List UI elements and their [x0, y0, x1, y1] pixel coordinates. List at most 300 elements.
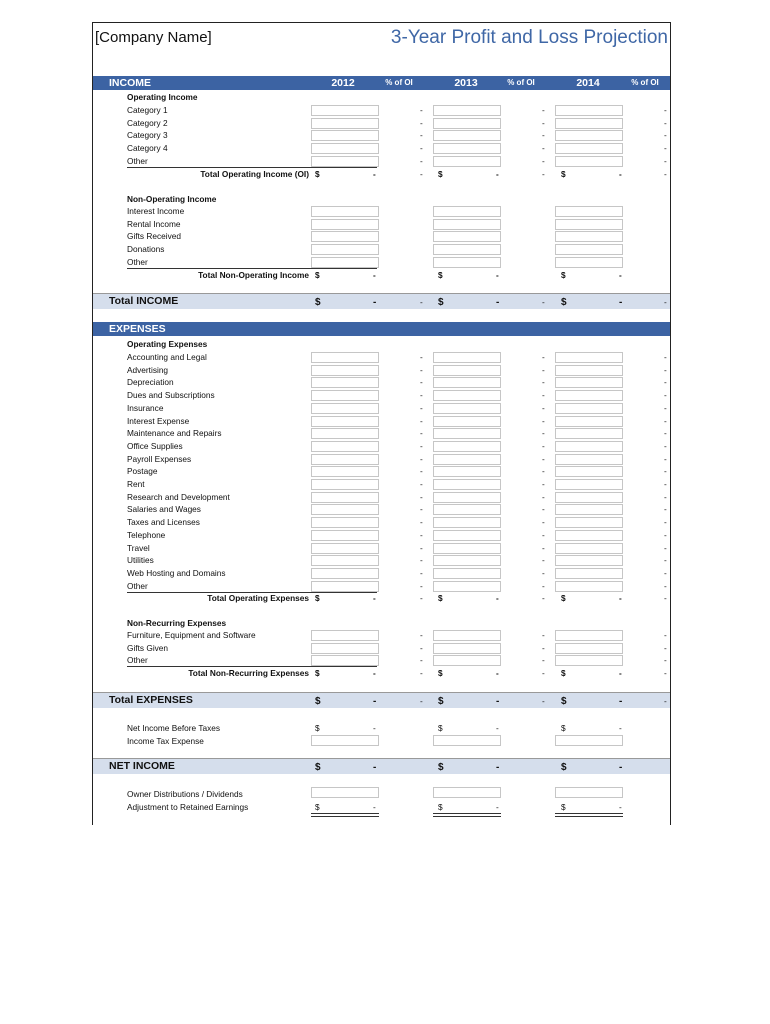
operating-income-item-pct: - [420, 155, 423, 166]
operating-expense-item-label: Accounting and Legal [127, 352, 207, 362]
currency-symbol: $ [315, 696, 321, 707]
operating-expense-item-label: Other [127, 580, 148, 591]
operating-income-item-label: Category 2 [127, 117, 168, 128]
operating-expense-item-input[interactable] [311, 504, 379, 515]
currency-symbol: $ [438, 723, 443, 733]
operating-expense-item-pct: - [664, 580, 667, 591]
total-value: - [496, 762, 500, 773]
operating-expense-item-input[interactable] [555, 581, 623, 592]
total-pct: - [664, 297, 667, 307]
operating-expense-item-label: Travel [127, 542, 150, 553]
operating-expense-item-input[interactable] [433, 530, 501, 541]
operating-expense-item-input[interactable] [311, 441, 379, 452]
retained-value: - [619, 802, 622, 812]
operating-expense-item-pct: - [420, 517, 423, 528]
operating-expense-item-pct: - [664, 479, 667, 489]
total-operating-expenses-value: - [619, 593, 622, 603]
operating-income-item-pct: - [664, 143, 667, 154]
currency-symbol: $ [438, 696, 444, 707]
currency-symbol: $ [561, 169, 566, 179]
operating-expense-item-pct: - [542, 453, 545, 464]
operating-expense-item-pct: - [542, 440, 545, 451]
operating-expense-item-input[interactable] [555, 466, 623, 477]
operating-expense-item-pct: - [664, 352, 667, 362]
operating-expense-item-input[interactable] [433, 454, 501, 465]
owner-distributions-label: Owner Distributions / Dividends [127, 789, 243, 799]
operating-income-item-pct: - [420, 105, 423, 115]
currency-symbol: $ [438, 169, 443, 179]
operating-income-item-input[interactable] [433, 156, 501, 167]
operating-expense-item-input[interactable] [433, 466, 501, 477]
operating-expense-item-pct: - [542, 402, 545, 413]
non-operating-income-item-input[interactable] [555, 231, 623, 242]
currency-symbol: $ [315, 762, 321, 773]
operating-income-item-pct: - [420, 143, 423, 154]
operating-expense-item-label: Telephone [127, 529, 166, 540]
operating-expense-item-label: Salaries and Wages [127, 504, 201, 515]
operating-expense-item-input[interactable] [433, 492, 501, 503]
operating-expense-item-pct: - [420, 555, 423, 566]
operating-expense-item-input[interactable] [311, 428, 379, 439]
pct-of-oi-header: % of OI [385, 78, 413, 87]
operating-expense-item-input[interactable] [555, 365, 623, 376]
operating-expense-item-pct: - [542, 542, 545, 553]
non-operating-income-item-input[interactable] [433, 257, 501, 268]
operating-expense-item-pct: - [664, 542, 667, 553]
total-pct: - [420, 297, 423, 307]
income-tax-input[interactable] [433, 735, 501, 746]
expenses-header [93, 322, 670, 336]
operating-expense-item-input[interactable] [311, 543, 379, 554]
spreadsheet-page [92, 22, 671, 825]
operating-expense-item-input[interactable] [555, 492, 623, 503]
total-value: - [619, 762, 623, 773]
non-operating-income-item-label: Donations [127, 244, 165, 255]
income-tax-input[interactable] [555, 735, 623, 746]
operating-expense-item-pct: - [542, 580, 545, 591]
total-operating-income-value: - [373, 169, 376, 179]
non-recurring-expense-item-pct: - [420, 630, 423, 640]
operating-expense-item-label: Office Supplies [127, 440, 183, 451]
total-operating-expenses-value: - [496, 593, 499, 603]
operating-income-title: Operating Income [127, 92, 198, 102]
operating-expense-item-pct: - [420, 415, 423, 426]
non-operating-income-item-input[interactable] [311, 257, 379, 268]
currency-symbol: $ [561, 270, 566, 280]
non-recurring-expense-item-input[interactable] [555, 630, 623, 641]
total-non-operating-income-value: - [619, 270, 622, 280]
operating-expense-item-pct: - [664, 517, 667, 528]
operating-expense-item-pct: - [420, 479, 423, 489]
operating-expense-item-input[interactable] [555, 517, 623, 528]
operating-income-item-pct: - [664, 155, 667, 166]
owner-distributions-input[interactable] [555, 787, 623, 798]
operating-expense-item-input[interactable] [433, 568, 501, 579]
non-recurring-expense-item-pct: - [542, 655, 545, 666]
operating-expense-item-label: Research and Development [127, 491, 230, 502]
operating-expense-item-label: Web Hosting and Domains [127, 567, 226, 578]
operating-income-item-input[interactable] [433, 143, 501, 154]
total-non-recurring-expenses-value: - [496, 668, 499, 678]
operating-expense-item-pct: - [664, 567, 667, 578]
operating-expense-item-pct: - [664, 364, 667, 375]
non-recurring-expense-item-pct: - [664, 630, 667, 640]
operating-expense-item-pct: - [664, 440, 667, 451]
total-value: - [373, 297, 377, 308]
operating-expense-item-input[interactable] [311, 403, 379, 414]
operating-expense-item-input[interactable] [311, 530, 379, 541]
operating-expense-item-pct: - [420, 377, 423, 388]
operating-expense-item-input[interactable] [433, 543, 501, 554]
operating-expense-item-label: Utilities [127, 555, 154, 566]
non-recurring-expense-item-input[interactable] [555, 655, 623, 666]
operating-income-item-input[interactable] [433, 130, 501, 141]
operating-expense-item-input[interactable] [555, 555, 623, 566]
non-operating-income-item-input[interactable] [433, 219, 501, 230]
operating-expense-item-input[interactable] [311, 377, 379, 388]
currency-symbol: $ [315, 270, 320, 280]
total-pct: - [542, 297, 545, 307]
total-operating-expenses-label: Total Operating Expenses [207, 593, 309, 603]
owner-distributions-input[interactable] [311, 787, 379, 798]
non-recurring-expense-item-pct: - [664, 655, 667, 666]
total-operating-income-value: - [496, 169, 499, 179]
operating-expense-item-pct: - [420, 390, 423, 401]
operating-expense-item-input[interactable] [433, 441, 501, 452]
operating-expense-item-input[interactable] [433, 555, 501, 566]
non-recurring-expense-item-input[interactable] [433, 630, 501, 641]
total-pct: - [420, 696, 423, 706]
operating-expense-item-input[interactable] [555, 441, 623, 452]
operating-income-item-label: Other [127, 155, 148, 166]
non-recurring-expense-item-input[interactable] [311, 630, 379, 641]
non-operating-income-item-input[interactable] [433, 231, 501, 242]
non-recurring-expense-item-label: Other [127, 655, 148, 666]
total-non-recurring-expenses-label: Total Non-Recurring Expenses [188, 668, 309, 678]
operating-expense-item-pct: - [664, 402, 667, 413]
operating-expense-item-pct: - [542, 504, 545, 515]
operating-expense-item-input[interactable] [311, 352, 379, 363]
operating-expense-item-input[interactable] [555, 568, 623, 579]
operating-expense-item-input[interactable] [311, 390, 379, 401]
non-operating-income-item-input[interactable] [555, 206, 623, 217]
owner-distributions-input[interactable] [433, 787, 501, 798]
non-operating-income-item-input[interactable] [311, 219, 379, 230]
pct-of-oi-header: % of OI [631, 78, 659, 87]
operating-expense-item-pct: - [664, 390, 667, 401]
total-non-recurring-expenses-pct: - [664, 668, 667, 678]
operating-expense-item-pct: - [542, 390, 545, 401]
underline [127, 268, 377, 269]
operating-expense-item-pct: - [664, 428, 667, 439]
operating-expense-item-input[interactable] [555, 543, 623, 554]
total-pct: - [664, 696, 667, 706]
operating-income-item-input[interactable] [433, 118, 501, 129]
non-operating-income-item-input[interactable] [311, 206, 379, 217]
currency-symbol: $ [438, 668, 443, 678]
operating-expense-item-pct: - [664, 555, 667, 566]
operating-income-item-input[interactable] [311, 156, 379, 167]
operating-expense-item-input[interactable] [555, 416, 623, 427]
operating-income-item-input[interactable] [311, 130, 379, 141]
non-recurring-expense-item-pct: - [542, 642, 545, 653]
operating-expense-item-input[interactable] [433, 365, 501, 376]
operating-income-item-pct: - [664, 105, 667, 115]
operating-expense-item-pct: - [420, 364, 423, 375]
operating-expense-item-input[interactable] [555, 428, 623, 439]
non-recurring-expense-item-label: Gifts Given [127, 642, 169, 653]
operating-expense-item-pct: - [542, 555, 545, 566]
operating-expense-item-input[interactable] [555, 403, 623, 414]
operating-expense-item-input[interactable] [433, 377, 501, 388]
non-recurring-expense-item-input[interactable] [311, 643, 379, 654]
operating-expense-item-input[interactable] [555, 454, 623, 465]
operating-expense-item-pct: - [664, 529, 667, 540]
operating-expense-item-input[interactable] [555, 504, 623, 515]
non-recurring-expense-item-label: Furniture, Equipment and Software [127, 630, 256, 640]
double-underline [433, 813, 501, 817]
operating-expense-item-pct: - [664, 504, 667, 515]
operating-expense-item-label: Dues and Subscriptions [127, 390, 215, 401]
underline [127, 167, 377, 168]
currency-symbol: $ [315, 169, 320, 179]
operating-expense-item-input[interactable] [311, 466, 379, 477]
total-value: - [496, 297, 500, 308]
net-income-row-label: NET INCOME [109, 760, 175, 772]
operating-expense-item-input[interactable] [311, 581, 379, 592]
non-operating-income-item-input[interactable] [555, 244, 623, 255]
operating-expense-item-input[interactable] [555, 390, 623, 401]
non-recurring-expense-item-input[interactable] [311, 655, 379, 666]
currency-symbol: $ [315, 593, 320, 603]
total-value: - [373, 762, 377, 773]
operating-expense-item-input[interactable] [311, 517, 379, 528]
year-header: 2014 [576, 77, 600, 89]
non-recurring-expense-item-input[interactable] [433, 655, 501, 666]
operating-expense-item-input[interactable] [433, 479, 501, 490]
operating-expense-item-input[interactable] [555, 530, 623, 541]
currency-symbol: $ [561, 762, 567, 773]
year-header: 2012 [331, 77, 355, 89]
total-pct: - [542, 696, 545, 706]
company-name[interactable]: [Company Name] [95, 29, 212, 46]
operating-income-item-pct: - [542, 105, 545, 115]
operating-expense-item-input[interactable] [433, 416, 501, 427]
operating-expense-item-pct: - [664, 453, 667, 464]
operating-income-item-pct: - [542, 143, 545, 154]
non-operating-income-item-input[interactable] [433, 244, 501, 255]
total-value: - [619, 297, 623, 308]
operating-expense-item-label: Depreciation [127, 377, 174, 388]
operating-income-item-pct: - [420, 117, 423, 128]
operating-expense-item-pct: - [542, 428, 545, 439]
non-operating-income-item-input[interactable] [311, 231, 379, 242]
operating-income-item-label: Category 1 [127, 105, 168, 115]
operating-expense-item-input[interactable] [311, 479, 379, 490]
total-non-recurring-expenses-pct: - [420, 668, 423, 678]
total-non-recurring-expenses-value: - [619, 668, 622, 678]
non-recurring-expense-item-pct: - [420, 655, 423, 666]
total-value: - [496, 696, 500, 707]
income-tax-input[interactable] [311, 735, 379, 746]
operating-expense-item-label: Interest Expense [127, 415, 190, 426]
operating-expense-item-label: Taxes and Licenses [127, 517, 200, 528]
operating-expenses-title: Operating Expenses [127, 339, 208, 349]
operating-expense-item-input[interactable] [433, 352, 501, 363]
pct-of-oi-header: % of OI [507, 78, 535, 87]
non-recurring-expenses-title: Non-Recurring Expenses [127, 618, 227, 628]
operating-expense-item-input[interactable] [433, 581, 501, 592]
non-operating-income-item-input[interactable] [433, 206, 501, 217]
currency-symbol: $ [315, 297, 321, 308]
retained-value: - [496, 802, 499, 812]
operating-expense-item-pct: - [420, 542, 423, 553]
total-operating-expenses-value: - [373, 593, 376, 603]
operating-expense-item-label: Maintenance and Repairs [127, 428, 222, 439]
operating-income-item-input[interactable] [555, 130, 623, 141]
adjustment-retained-earnings-label: Adjustment to Retained Earnings [127, 802, 249, 812]
currency-symbol: $ [561, 696, 567, 707]
operating-expense-item-pct: - [420, 453, 423, 464]
operating-income-item-input[interactable] [555, 143, 623, 154]
operating-expense-item-pct: - [420, 580, 423, 591]
operating-income-item-pct: - [664, 130, 667, 141]
operating-expense-item-input[interactable] [433, 504, 501, 515]
operating-expense-item-input[interactable] [433, 403, 501, 414]
total-operating-income-value: - [619, 169, 622, 179]
income-tax-expense-label: Income Tax Expense [127, 736, 204, 746]
total-operating-income-pct: - [420, 169, 423, 179]
net-income-row [93, 759, 670, 774]
operating-expense-item-pct: - [664, 466, 667, 477]
non-operating-income-item-input[interactable] [555, 257, 623, 268]
operating-income-item-label: Category 3 [127, 130, 168, 141]
operating-expense-item-label: Payroll Expenses [127, 453, 192, 464]
total-expenses-row-label: Total EXPENSES [109, 694, 193, 706]
operating-expense-item-pct: - [542, 415, 545, 426]
operating-expense-item-pct: - [542, 517, 545, 528]
operating-expense-item-input[interactable] [311, 365, 379, 376]
operating-income-item-input[interactable] [311, 143, 379, 154]
currency-symbol: $ [315, 802, 320, 812]
operating-expense-item-pct: - [420, 491, 423, 502]
total-non-operating-income-value: - [373, 270, 376, 280]
total-non-operating-income-value: - [496, 270, 499, 280]
operating-expense-item-input[interactable] [555, 479, 623, 490]
total-income-row-label: Total INCOME [109, 295, 179, 307]
currency-symbol: $ [438, 762, 444, 773]
currency-symbol: $ [561, 723, 566, 733]
currency-symbol: $ [438, 297, 444, 308]
total-value: - [373, 696, 377, 707]
currency-symbol: $ [315, 668, 320, 678]
operating-expense-item-pct: - [542, 479, 545, 489]
total-operating-expenses-pct: - [420, 593, 423, 603]
operating-expense-item-pct: - [420, 529, 423, 540]
operating-expense-item-pct: - [420, 504, 423, 515]
page-title: 3-Year Profit and Loss Projection [390, 27, 668, 48]
operating-expense-item-pct: - [542, 529, 545, 540]
non-operating-income-item-label: Gifts Received [127, 231, 181, 242]
operating-income-item-input[interactable] [555, 105, 623, 116]
before-tax-value: - [619, 723, 622, 733]
operating-expense-item-input[interactable] [311, 492, 379, 503]
operating-income-item-pct: - [420, 130, 423, 141]
operating-expense-item-input[interactable] [311, 555, 379, 566]
operating-expense-item-input[interactable] [311, 454, 379, 465]
total-income-row [93, 294, 670, 309]
operating-expense-item-pct: - [664, 377, 667, 388]
total-operating-income-label: Total Operating Income (OI) [200, 169, 309, 179]
operating-income-item-input[interactable] [555, 118, 623, 129]
operating-income-item-label: Category 4 [127, 143, 168, 154]
operating-expense-item-pct: - [420, 466, 423, 477]
operating-expense-item-pct: - [664, 491, 667, 502]
operating-expense-item-pct: - [542, 377, 545, 388]
operating-expense-item-pct: - [420, 567, 423, 578]
operating-expense-item-input[interactable] [555, 377, 623, 388]
operating-income-item-input[interactable] [311, 118, 379, 129]
operating-expense-item-input[interactable] [311, 416, 379, 427]
operating-expense-item-pct: - [542, 567, 545, 578]
total-expenses-row [93, 693, 670, 708]
non-recurring-expense-item-pct: - [664, 642, 667, 653]
operating-expense-item-input[interactable] [433, 428, 501, 439]
non-recurring-expense-item-pct: - [542, 630, 545, 640]
non-operating-income-item-label: Interest Income [127, 206, 185, 216]
non-recurring-expense-item-input[interactable] [555, 643, 623, 654]
double-underline [555, 813, 623, 817]
currency-symbol: $ [561, 802, 566, 812]
operating-expense-item-pct: - [420, 352, 423, 362]
operating-expense-item-pct: - [420, 402, 423, 413]
total-non-recurring-expenses-value: - [373, 668, 376, 678]
operating-expense-item-input[interactable] [433, 390, 501, 401]
non-recurring-expense-item-input[interactable] [433, 643, 501, 654]
currency-symbol: $ [561, 593, 566, 603]
operating-income-item-pct: - [664, 117, 667, 128]
currency-symbol: $ [438, 270, 443, 280]
operating-income-item-input[interactable] [555, 156, 623, 167]
non-operating-income-item-input[interactable] [555, 219, 623, 230]
currency-symbol: $ [561, 668, 566, 678]
operating-expense-item-label: Rent [127, 479, 145, 489]
currency-symbol: $ [438, 593, 443, 603]
year-header: 2013 [454, 77, 478, 89]
operating-expense-item-label: Insurance [127, 402, 164, 413]
operating-income-item-input[interactable] [311, 105, 379, 116]
operating-income-item-pct: - [542, 117, 545, 128]
operating-expense-item-pct: - [420, 440, 423, 451]
total-operating-expenses-pct: - [542, 593, 545, 603]
non-operating-income-item-input[interactable] [311, 244, 379, 255]
currency-symbol: $ [438, 802, 443, 812]
operating-expense-item-pct: - [542, 352, 545, 362]
operating-income-item-input[interactable] [433, 105, 501, 116]
operating-expense-item-input[interactable] [311, 568, 379, 579]
total-operating-income-pct: - [542, 169, 545, 179]
operating-expense-item-input[interactable] [555, 352, 623, 363]
non-recurring-expense-item-pct: - [420, 642, 423, 653]
before-tax-value: - [496, 723, 499, 733]
operating-expense-item-pct: - [420, 428, 423, 439]
total-value: - [619, 696, 623, 707]
operating-expense-item-input[interactable] [433, 517, 501, 528]
retained-value: - [373, 802, 376, 812]
operating-expense-item-pct: - [542, 466, 545, 477]
operating-income-item-pct: - [542, 155, 545, 166]
operating-expense-item-label: Advertising [127, 364, 169, 375]
